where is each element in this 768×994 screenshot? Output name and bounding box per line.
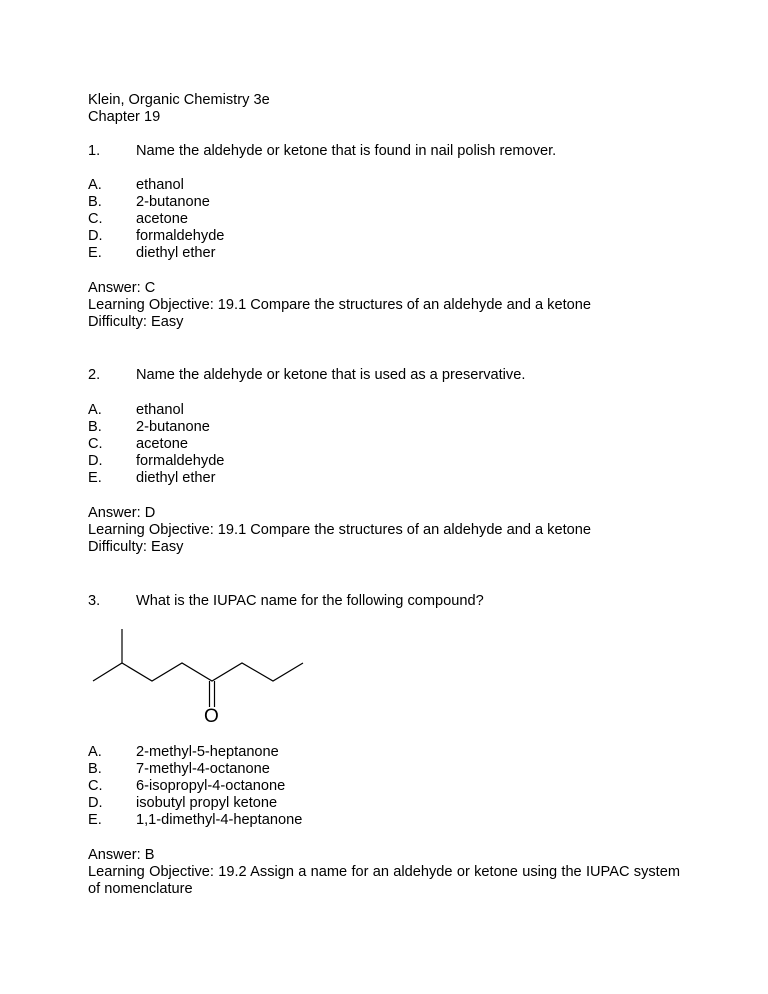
option-letter: C. [88, 778, 103, 794]
difficulty: Difficulty: Easy [88, 314, 184, 330]
question-1-number: 1. [88, 143, 101, 159]
option-letter: E. [88, 245, 102, 261]
answer: Answer: B [88, 847, 155, 863]
learning-objective: Learning Objective: 19.1 Compare the structures of an aldehyde and a ketone [88, 297, 591, 313]
option-letter: A. [88, 402, 102, 418]
option-text: acetone [136, 211, 188, 227]
answer: Answer: C [88, 280, 156, 296]
question-1-text: Name the aldehyde or ketone that is found in nail polish remover. [136, 143, 557, 159]
option-text: ethanol [136, 402, 184, 418]
option-letter: D. [88, 228, 103, 244]
option-letter: B. [88, 419, 102, 435]
carbon-chain [93, 663, 303, 681]
option-letter: D. [88, 795, 103, 811]
option-letter: E. [88, 470, 102, 486]
option-letter: B. [88, 194, 102, 210]
option-text: acetone [136, 436, 188, 452]
learning-objective: Learning Objective: 19.2 Assign a name for an aldehyde or ketone using the IUPAC system of nomenclature [88, 864, 680, 897]
learning-objective: Learning Objective: 19.1 Compare the structures of an aldehyde and a ketone [88, 522, 591, 538]
option-text: 6-isopropyl-4-octanone [136, 778, 286, 794]
option [88, 812, 302, 829]
option-letter: A. [88, 744, 102, 760]
option-text: diethyl ether [136, 470, 216, 486]
option [88, 778, 285, 795]
option-letter: A. [88, 177, 102, 193]
option-text: 2-methyl-5-heptanone [136, 744, 279, 760]
question-3-text: What is the IUPAC name for the following compound? [136, 593, 484, 609]
option-letter: B. [88, 761, 102, 777]
option-text: formaldehyde [136, 453, 225, 469]
question-2-number: 2. [88, 367, 101, 383]
option-letter: E. [88, 812, 102, 828]
question-3-number: 3. [88, 593, 101, 609]
chapter-title: Chapter 19 [88, 109, 161, 125]
option [88, 761, 270, 778]
option-text: diethyl ether [136, 245, 216, 261]
option-text: 1,1-dimethyl-4-heptanone [136, 812, 303, 828]
option-text: formaldehyde [136, 228, 225, 244]
option-letter: C. [88, 211, 103, 227]
answer: Answer: D [88, 505, 156, 521]
oxygen-label: O [204, 706, 219, 727]
option-text: 7-methyl-4-octanone [136, 761, 270, 777]
option-text: 2-butanone [136, 419, 210, 435]
difficulty: Difficulty: Easy [88, 539, 184, 555]
book-title: Klein, Organic Chemistry 3e [88, 92, 270, 108]
option-text: ethanol [136, 177, 184, 193]
question-2-text: Name the aldehyde or ketone that is used as a preservative. [136, 367, 526, 383]
option-letter: D. [88, 453, 103, 469]
option-letter: C. [88, 436, 103, 452]
option [88, 795, 277, 812]
option [88, 744, 279, 761]
option-text: 2-butanone [136, 194, 210, 210]
option-text: isobutyl propyl ketone [136, 795, 278, 811]
